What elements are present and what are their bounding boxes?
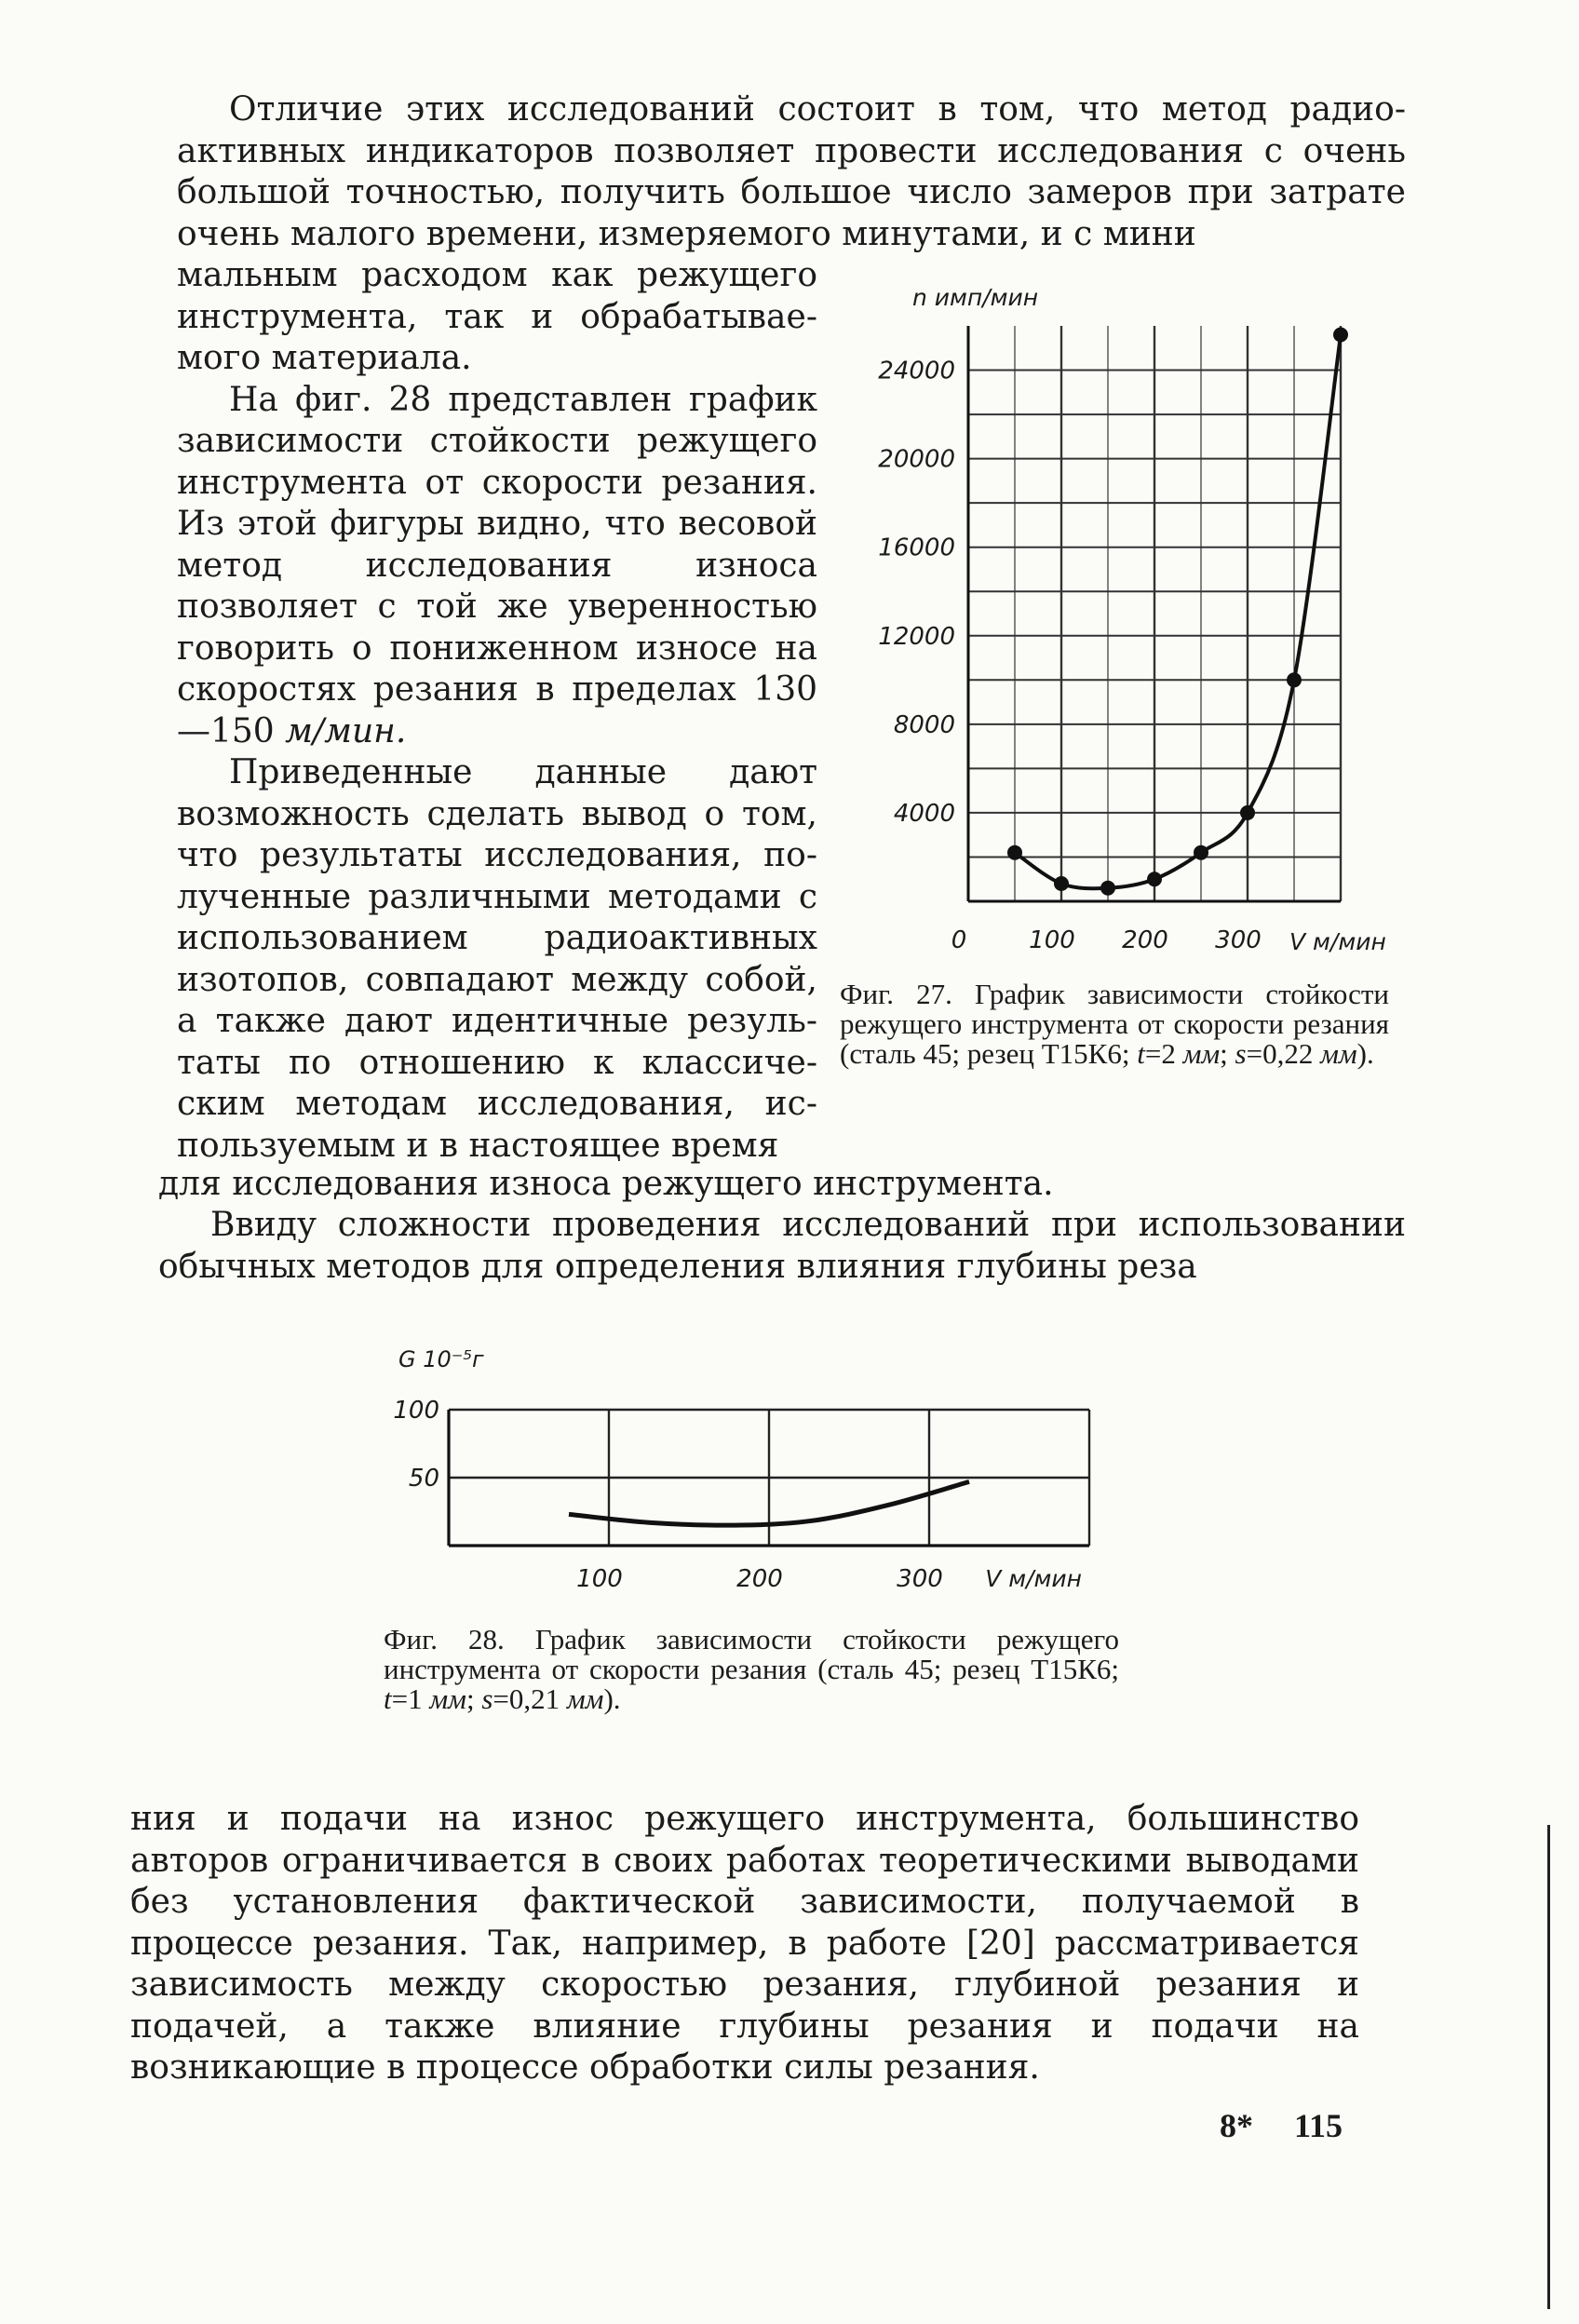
fig27-point (1147, 872, 1162, 886)
page-edge-line (1547, 1825, 1550, 2309)
fig27-chart (838, 279, 1415, 959)
fig27-x-tick: 200 (1122, 926, 1168, 954)
fig27-point (1333, 328, 1348, 343)
fig27-y-tick: 24000 (878, 357, 955, 385)
fig28-y-tick-labels (393, 1397, 439, 1493)
fig27-y-tick: 8000 (893, 710, 955, 739)
paragraph-2: На фиг. 28 представлен график зависимости стойкости режущего инструмента от скорости резания. Из этой фигуры видно, что весовой метод исследования износа позволяет с той же уверенностью говорить о пониженном износе на скоростях резания в пределах 130—150 м/мин. (177, 380, 817, 750)
fig27-x-tick-labels (951, 926, 1386, 955)
signature-mark: 8* (1220, 2107, 1253, 2144)
fig27-point (1100, 881, 1115, 896)
fig28-x-tick: 100 (576, 1565, 623, 1593)
fig27-y-tick: 16000 (878, 534, 955, 562)
page-number: 115 (1294, 2107, 1343, 2144)
fig28-x-tick-labels (576, 1565, 1082, 1593)
fig28-x-tick: 200 (736, 1565, 783, 1593)
fig27-point (1240, 805, 1255, 820)
paragraph-1-rest: мальным расходом как режущего инструмента, так и обрабатываемого материала. (177, 256, 817, 377)
fig27-caption: Фиг. 27. График зависимости стойкости режущего инструмента от скорости резания (сталь 45; резец Т15К6; t=2 мм; s=0,22 мм). (840, 978, 1389, 1070)
fig27-y-tick-labels (878, 358, 955, 828)
fig27-point (1287, 672, 1302, 687)
fig27-y-tick: 4000 (893, 799, 955, 828)
fig27-y-tick: 12000 (878, 622, 955, 651)
paragraph-3: Приведенные данные дают возможность сделать вывод о том, что результаты исследования, полученные различными методами с использованием радиоактивных изотопов, совпадают между собой, а также дают идентичные результаты по отношению к классическим методам исследования, используемым и в настоящее время (177, 753, 817, 1165)
fig28-ylabel: G 10⁻⁵г (398, 1346, 484, 1372)
fig27-ylabel: n имп/мин (912, 284, 1039, 311)
fig27-x-tick: 100 (1029, 926, 1075, 954)
paragraph-4: Ввиду сложности проведения исследований при использовании обычных методов для определения влияния глубины реза (158, 1206, 1406, 1286)
fig27-x-tick: 0 (951, 926, 967, 954)
fig27-point (1007, 845, 1022, 860)
fig27-y-tick: 20000 (878, 445, 955, 474)
paragraph-5: ния и подачи на износ режущего инструмента, большинство авторов ограничивается в своих работах теоретическими выводами без установления фактической зависимости, получаемой в процессе резания. Так, например, в работе [20] рассматривается зависимость между скоростью резания, глубиной резания и подачей, а также влияние глубины резания и подачи на возникающие в процессе обработки силы резания. (130, 1800, 1359, 2087)
fig28-y-tick: 100 (393, 1397, 439, 1425)
left-column (177, 255, 817, 1167)
fig28-x-axis-label: V м/мин (985, 1565, 1082, 1592)
fig28-caption: Фиг. 28. График зависимости стойкости режущего инструмента от скорости резания (сталь 45; резец Т15К6; t=1 мм; s=0,21 мм). (384, 1623, 1119, 1715)
fig28-chart (372, 1322, 1136, 1601)
fig27-grid (968, 326, 1341, 901)
fig27-points (1007, 328, 1348, 896)
fig27-point (1054, 876, 1069, 891)
fig28-x-tick: 300 (897, 1565, 943, 1593)
fig27-curve (1015, 335, 1341, 889)
fig28-y-tick: 50 (408, 1465, 439, 1493)
paragraph-1-top: Отличие этих исследований состоит в том, что метод радиоактивных индикаторов позволяет провести исследования с очень большой точностью, получить большое число замеров при затрате очень малого времени, измеряемого минутами, и с мини (177, 90, 1406, 253)
fig27-x-tick: 300 (1215, 926, 1262, 954)
paragraph-3-end: для исследования износа режущего инструмента. (158, 1165, 1054, 1203)
fig27-x-axis-label: V м/мин (1289, 928, 1386, 955)
fig27-point (1194, 845, 1208, 860)
